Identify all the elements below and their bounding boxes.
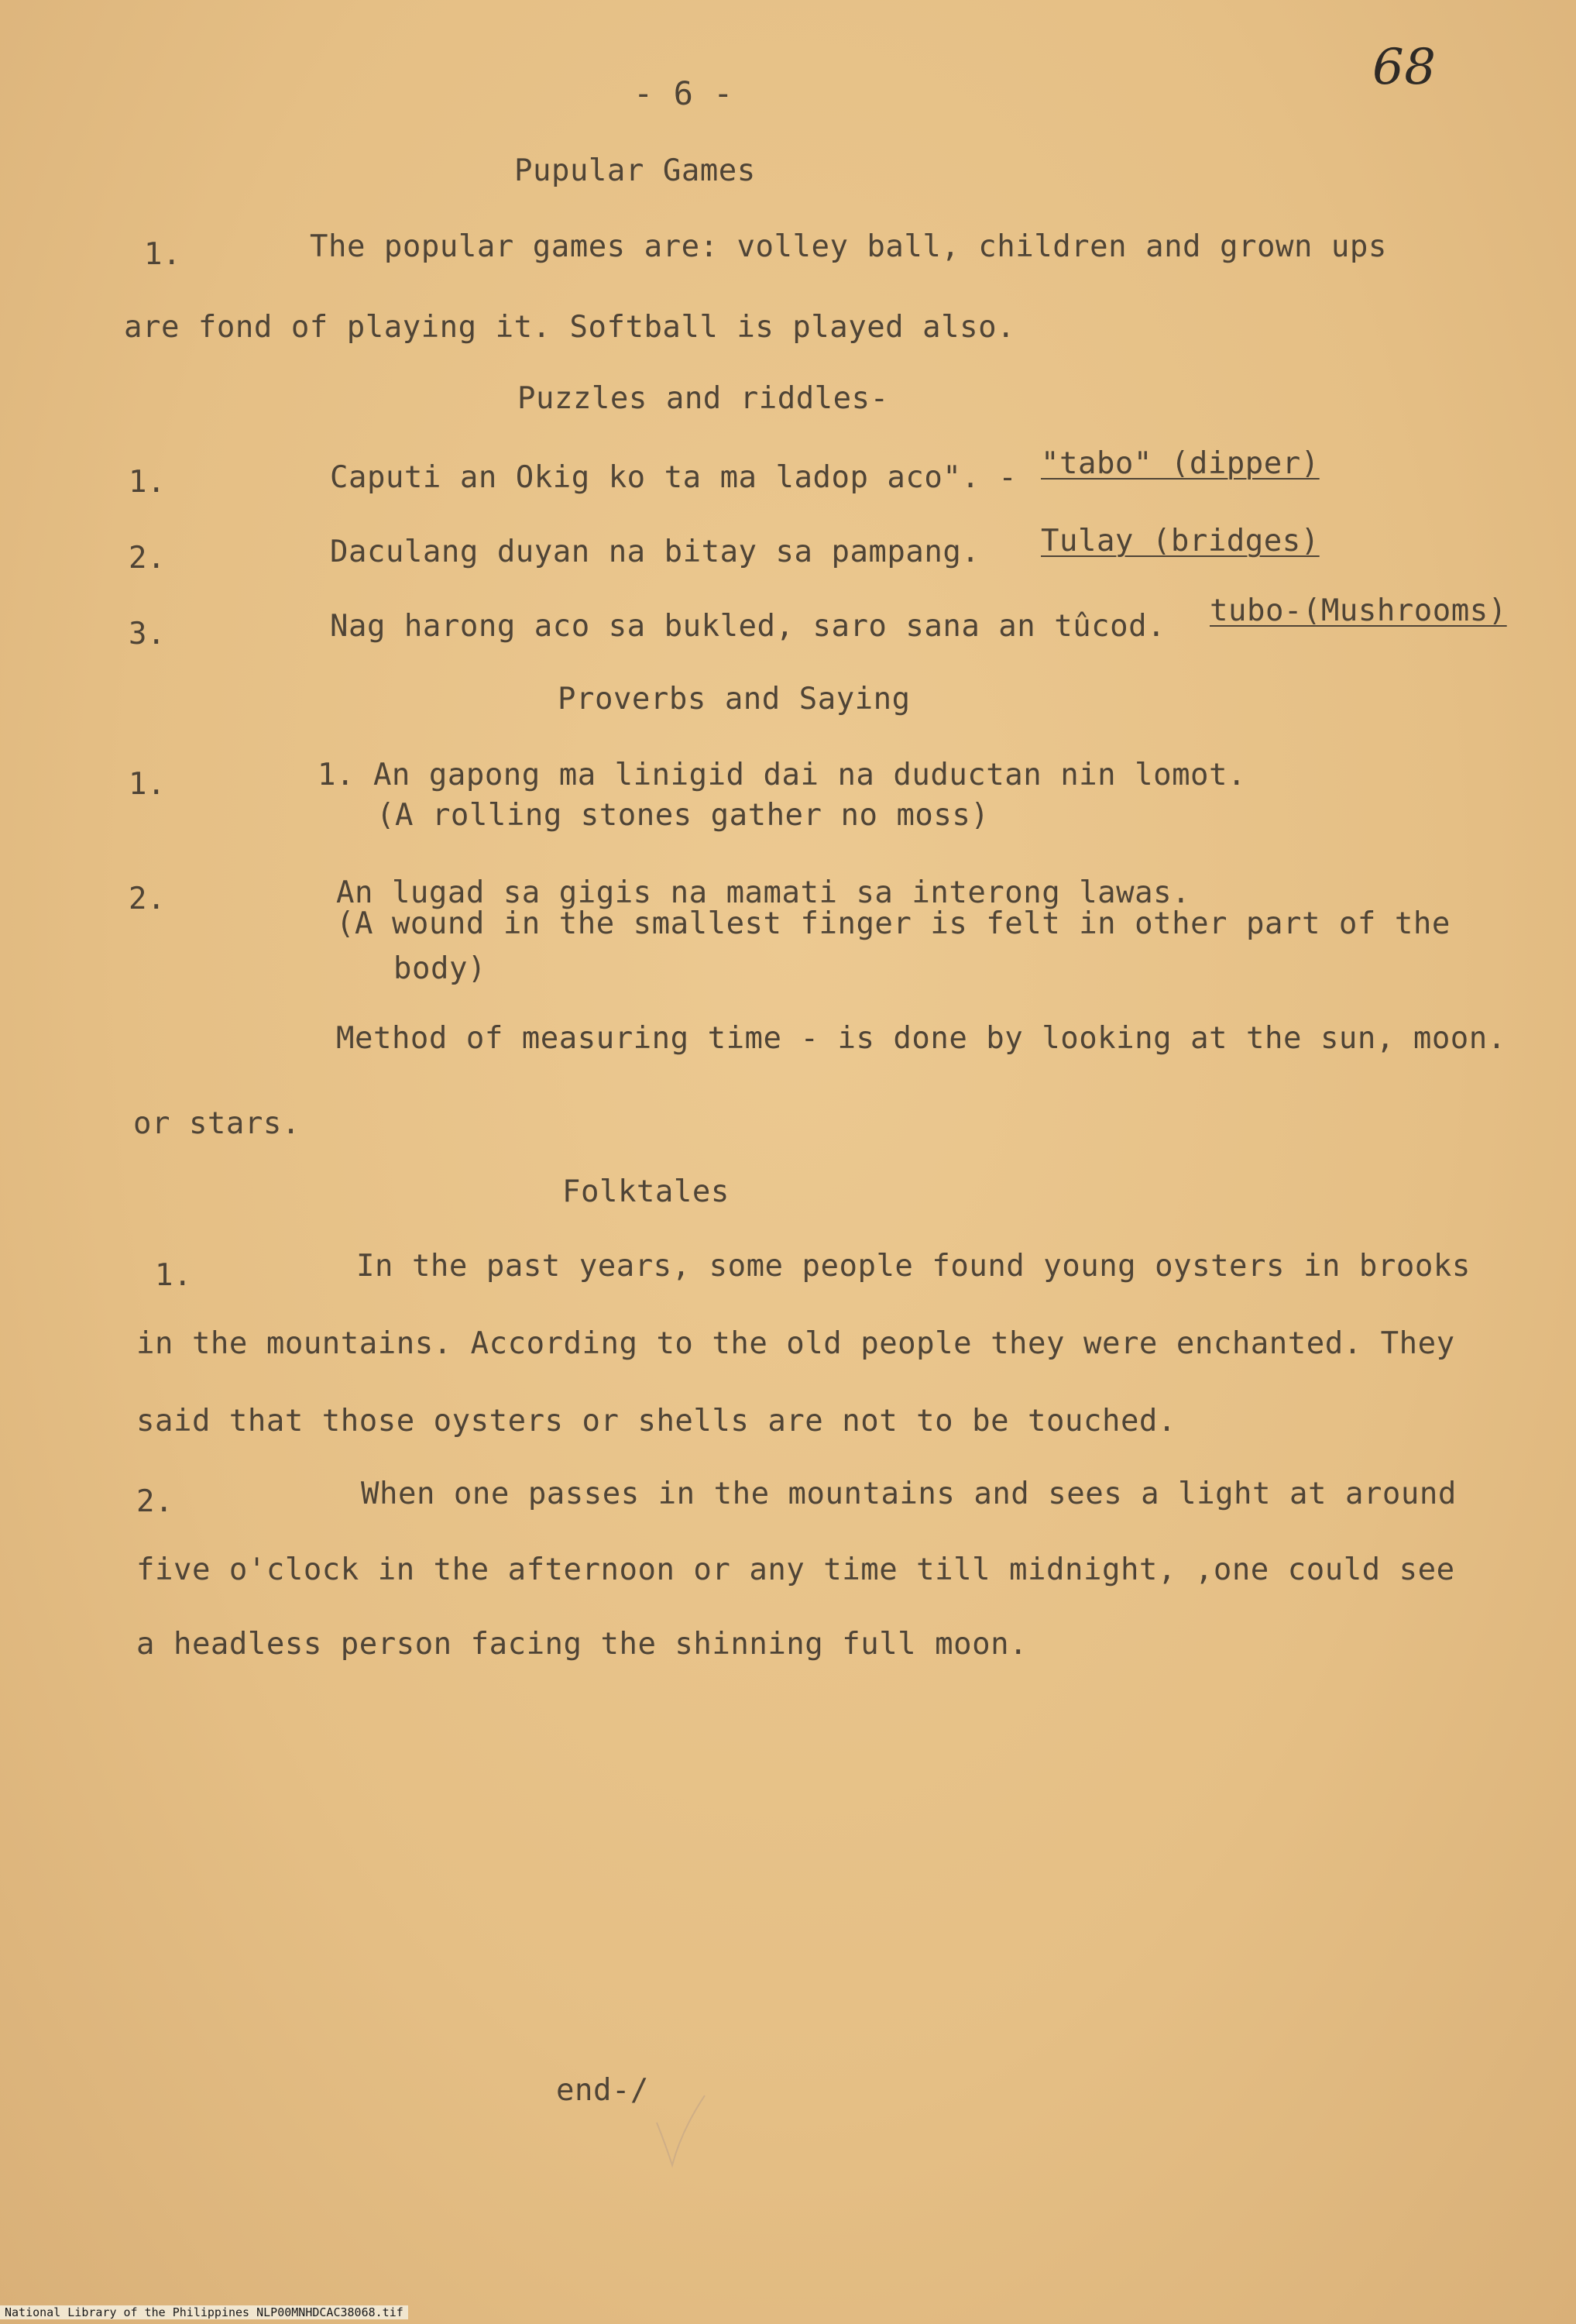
end-mark: end-/: [556, 2073, 649, 2108]
folktale-1-line1: In the past years, some people found young oysters in brooks: [356, 1249, 1471, 1284]
pencil-check-mark: [651, 2092, 712, 2169]
folktale-number-1: 1.: [155, 1258, 192, 1293]
proverb-2-line3: body): [393, 951, 486, 986]
footer-caption: National Library of the Philippines NLP00MNHDCAC38068.tif: [0, 2305, 408, 2319]
proverb-number-2: 2.: [129, 882, 166, 916]
folktale-2-line3: a headless person facing the shinning full moon.: [136, 1627, 1028, 1662]
folktale-2-line1: When one passes in the mountains and sees a light at around: [361, 1477, 1457, 1511]
proverb-2-line2: (A wound in the smallest finger is felt in other part of the: [336, 906, 1451, 941]
riddle-text-1: Caputi an Okig ko ta ma ladop aco". -: [330, 460, 1018, 495]
games-item-number: 1.: [144, 237, 181, 272]
riddle-number-2: 2.: [129, 541, 166, 576]
games-item-line1: The popular games are: volley ball, children and grown ups: [310, 229, 1387, 264]
proverb-number-1: 1.: [129, 767, 166, 802]
proverb-1-line2: (A rolling stones gather no moss): [376, 798, 990, 833]
heading-puzzles-riddles: Puzzles and riddles-: [517, 381, 889, 416]
riddle-answer-1: "tabo" (dipper): [1041, 446, 1320, 481]
measuring-time-line2: or stars.: [133, 1106, 300, 1141]
heading-folktales: Folktales: [562, 1174, 730, 1209]
folktale-number-2: 2.: [136, 1484, 173, 1519]
folktale-2-line2: five o'clock in the afternoon or any time till midnight, ,one could see: [136, 1552, 1455, 1587]
games-item-line2: are fond of playing it. Softball is played also.: [124, 310, 1016, 345]
folktale-1-line2: in the mountains. According to the old people they were enchanted. They: [136, 1326, 1455, 1361]
riddle-answer-3: tubo-(Mushrooms): [1210, 593, 1507, 628]
proverb-2-line1: An lugad sa gigis na mamati sa interong lawas.: [336, 875, 1191, 910]
proverb-1-line1: 1. An gapong ma linigid dai na duductan nin lomot.: [318, 758, 1246, 792]
riddle-number-3: 3.: [129, 617, 166, 651]
handwritten-page-number: 68: [1372, 39, 1437, 96]
page-number: - 6 -: [633, 74, 733, 112]
riddle-number-1: 1.: [129, 465, 166, 500]
riddle-text-2: Daculang duyan na bitay sa pampang.: [330, 535, 980, 569]
measuring-time-line1: Method of measuring time - is done by looking at the sun, moon.: [336, 1021, 1506, 1056]
riddle-answer-2: Tulay (bridges): [1041, 524, 1320, 559]
riddle-text-3: Nag harong aco sa bukled, saro sana an tûcod.: [330, 609, 1166, 644]
folktale-1-line3: said that those oysters or shells are not to be touched.: [136, 1404, 1176, 1439]
heading-popular-games: Pupular Games: [514, 153, 756, 188]
heading-proverbs-saying: Proverbs and Saying: [558, 682, 911, 717]
